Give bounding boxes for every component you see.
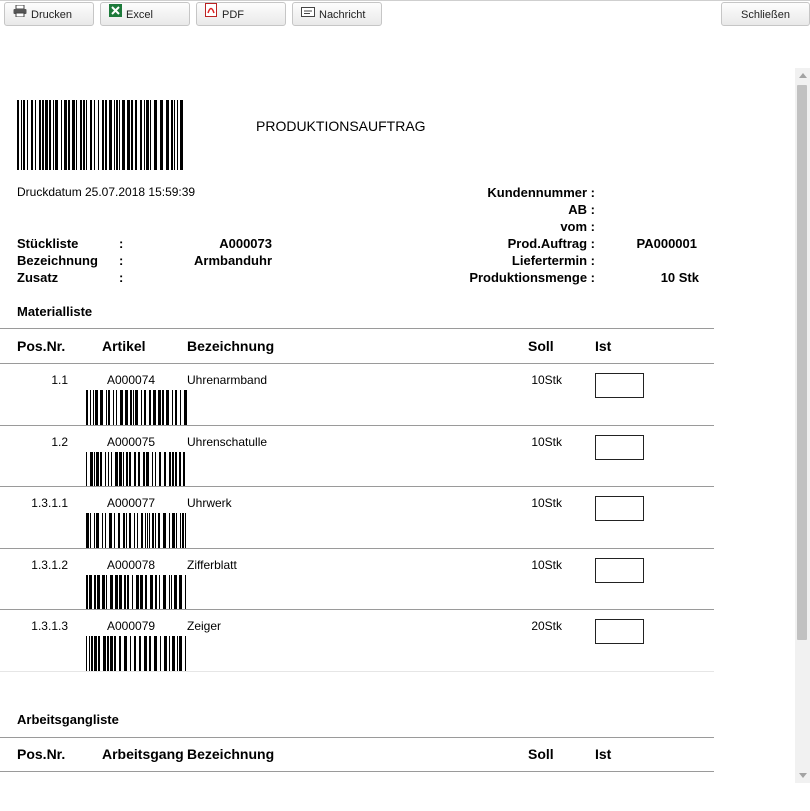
row-target: 20Stk (531, 619, 562, 633)
delivery-label: Liefertermin : (511, 253, 595, 268)
divider (0, 425, 714, 426)
print-button[interactable] (4, 2, 94, 26)
description-label: Bezeichnung (17, 253, 98, 268)
row-pos: 1.1 (51, 373, 68, 387)
operation-col-actual: Ist (595, 746, 612, 762)
close-button-label: Schließen (741, 9, 790, 21)
row-description: Uhrwerk (187, 496, 232, 510)
excel-button-label: Excel (126, 9, 153, 21)
print-date-label: Druckdatum (17, 185, 82, 199)
article-barcode (86, 452, 187, 487)
customer-number-label: Kundennummer : (487, 185, 595, 200)
row-target: 10Stk (531, 435, 562, 449)
row-pos: 1.2 (51, 435, 68, 449)
message-icon (301, 2, 315, 26)
operation-list-title: Arbeitsgangliste (17, 712, 119, 727)
print-date-value: 25.07.2018 15:59:39 (85, 185, 196, 199)
prod-order-value: PA000001 (636, 236, 697, 251)
order-barcode (17, 100, 186, 170)
article-barcode (86, 390, 187, 425)
divider (0, 737, 714, 738)
pdf-button[interactable] (196, 2, 286, 26)
operation-col-operation: Arbeitsgang (102, 746, 184, 762)
row-target: 10Stk (531, 496, 562, 510)
quantity-value: 10 Stk (660, 270, 699, 285)
actual-quantity-box[interactable] (595, 619, 644, 644)
description-colon: : (119, 253, 124, 268)
addition-colon: : (119, 270, 124, 285)
row-pos: 1.3.1.2 (31, 558, 68, 572)
article-barcode (86, 636, 187, 671)
toolbar (0, 0, 810, 30)
message-button[interactable] (292, 2, 382, 26)
operation-col-description: Bezeichnung (187, 746, 275, 762)
scroll-thumb[interactable] (797, 85, 807, 640)
vertical-scrollbar[interactable] (795, 68, 810, 783)
message-button-label: Nachricht (319, 9, 366, 21)
excel-icon (109, 2, 122, 26)
row-target: 10Stk (531, 373, 562, 387)
scroll-down-icon[interactable] (799, 773, 807, 778)
material-col-description: Bezeichnung (187, 338, 275, 354)
row-description: Zeiger (187, 619, 222, 633)
divider (0, 486, 714, 487)
row-article: A000078 (107, 558, 156, 572)
row-article: A000077 (107, 496, 156, 510)
row-article: A000074 (107, 373, 156, 387)
quantity-label: Produktionsmenge : (469, 270, 595, 285)
pdf-button-label: PDF (222, 9, 244, 21)
row-description: Uhrenschatulle (187, 435, 268, 449)
row-description: Zifferblatt (187, 558, 237, 572)
bom-value: A000073 (219, 236, 272, 251)
bom-label: Stückliste (17, 236, 79, 251)
material-col-article: Artikel (102, 338, 146, 354)
print-button-label: Drucken (31, 9, 72, 21)
material-list-title: Materialliste (17, 304, 93, 319)
operation-col-target: Soll (528, 746, 554, 762)
prod-order-label: Prod.Auftrag : (507, 236, 595, 251)
row-article: A000079 (107, 619, 156, 633)
row-pos: 1.3.1.3 (31, 619, 68, 633)
actual-quantity-box[interactable] (595, 496, 644, 521)
operation-col-pos: Pos.Nr. (17, 746, 66, 762)
divider (0, 363, 714, 364)
article-barcode (86, 575, 187, 610)
divider (0, 328, 714, 329)
printer-icon (13, 2, 27, 26)
article-barcode (86, 513, 187, 548)
addition-label: Zusatz (17, 270, 59, 285)
actual-quantity-box[interactable] (595, 373, 644, 398)
description-value: Armbanduhr (194, 253, 272, 268)
close-button[interactable] (721, 2, 810, 26)
material-col-target: Soll (528, 338, 554, 354)
row-target: 10Stk (531, 558, 562, 572)
row-description: Uhrenarmband (187, 373, 268, 387)
divider (0, 548, 714, 549)
excel-button[interactable] (100, 2, 190, 26)
ab-label: AB : (568, 202, 595, 217)
actual-quantity-box[interactable] (595, 435, 644, 460)
divider (0, 771, 714, 772)
page-title: PRODUKTIONSAUFTRAG (256, 118, 426, 134)
bom-colon: : (119, 236, 124, 251)
material-col-actual: Ist (595, 338, 612, 354)
scroll-up-icon[interactable] (799, 73, 807, 78)
document-view (0, 30, 795, 811)
divider (0, 609, 714, 610)
pdf-icon (205, 2, 218, 26)
divider (0, 671, 714, 672)
actual-quantity-box[interactable] (595, 558, 644, 583)
row-pos: 1.3.1.1 (31, 496, 68, 510)
material-col-pos: Pos.Nr. (17, 338, 66, 354)
row-article: A000075 (107, 435, 156, 449)
from-label: vom : (560, 219, 595, 234)
